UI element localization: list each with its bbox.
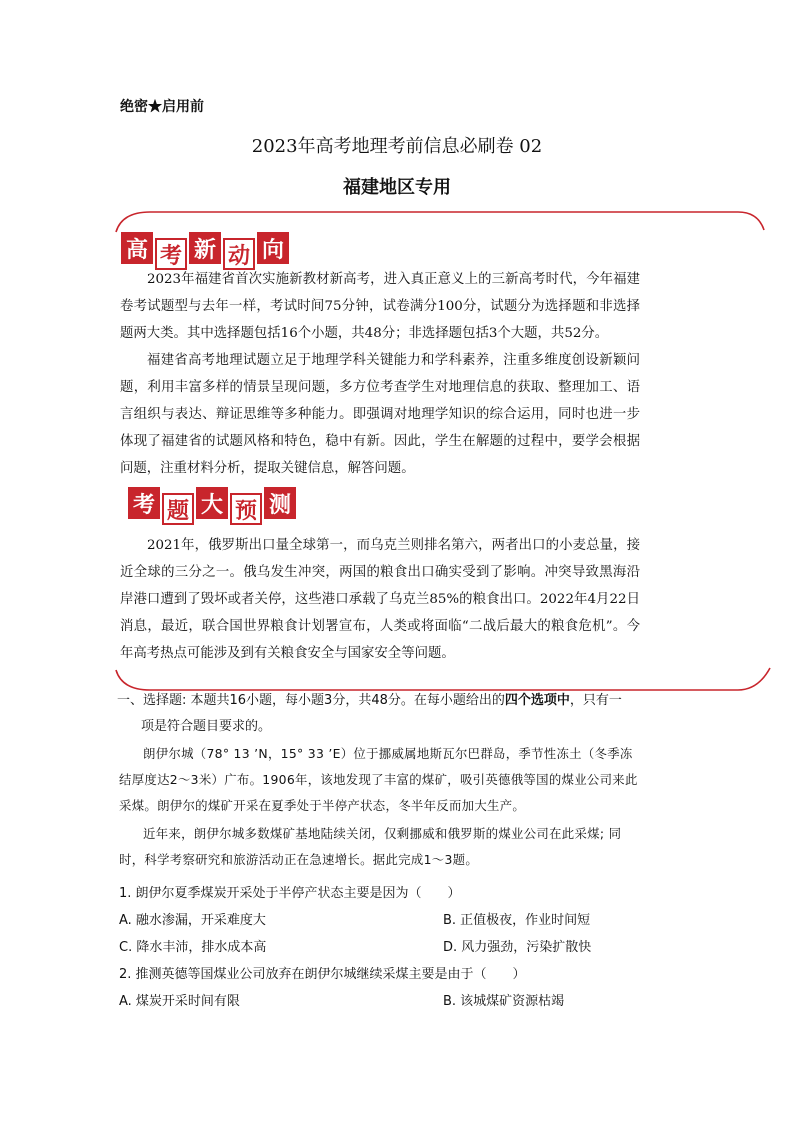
badge-char: 测 <box>264 487 296 519</box>
page-title: 2023年高考地理考前信息必刷卷 02 <box>251 136 543 157</box>
question-stem: 2. 推测英德等国煤业公司放弃在朗伊尔城继续采煤主要是由于（ ） <box>119 967 526 982</box>
badge-char: 预 <box>230 493 262 525</box>
badge-char: 高 <box>121 232 153 264</box>
badge-char: 题 <box>162 493 194 525</box>
section-heading-emphasis: 四个选项中 <box>504 693 570 708</box>
material-paragraph-1: 朗伊尔城（78° 13 ’N，15° 33 ’E）位于挪威属地斯瓦尔巴群岛，季节性冻土（冬季冻结厚度达2～3米）广布。1906年，该地发现了丰富的煤矿，吸引英德俄等国的煤业公司来此采煤。朗伊尔的煤矿开采在夏季处于半停产状态，冬半年反而加大生产。 <box>119 746 638 813</box>
question-option: D. 风力强劲，污染扩散快 <box>443 940 592 955</box>
badge-char: 向 <box>257 232 289 264</box>
section-heading-part: 一、选择题: 本题共16小题，每小题3分，共48分。在每小题给出的 <box>117 693 505 708</box>
intro-paragraph-1: 2023年福建省首次实施新教材新高考，进入真正意义上的三新高考时代，今年福建卷考试题型与去年一样，考试时间75分钟，试卷满分100分，试题分为选择题和非选择题两大类。其中选择题包括16个小题，共48分；非选择题包括3个大题，共52分。 <box>120 272 640 341</box>
question-option: B. 该城煤矿资源枯竭 <box>443 994 565 1009</box>
page-subtitle: 福建地区专用 <box>343 177 451 198</box>
badge-char: 考 <box>128 487 160 519</box>
section-heading-part: ，只有一 <box>569 693 622 708</box>
badge-exam-prediction <box>128 487 298 525</box>
section-heading-continued: 项是符合题目要求的。 <box>141 719 272 734</box>
material-paragraph-2: 近年来，朗伊尔城多数煤矿基地陆续关闭，仅剩挪威和俄罗斯的煤业公司在此采煤; 同时，科学考察研究和旅游活动正在急速增长。据此完成1～3题。 <box>119 826 622 867</box>
badge-char: 新 <box>189 232 221 264</box>
badge-exam-trends <box>121 232 291 270</box>
question-stem: 1. 朗伊尔夏季煤炭开采处于半停产状态主要是因为（ ） <box>119 886 461 901</box>
section-heading <box>117 688 657 740</box>
question-option: B. 正值极夜，作业时间短 <box>443 913 591 928</box>
confidential-label: 绝密★启用前 <box>120 99 204 115</box>
badge-char: 动 <box>223 238 255 270</box>
question-option: A. 煤炭开采时间有限 <box>119 994 240 1009</box>
badge-char: 考 <box>155 238 187 270</box>
question-option: C. 降水丰沛，排水成本高 <box>119 940 267 955</box>
badge-char: 大 <box>196 487 228 519</box>
intro-paragraph-2: 福建省高考地理试题立足于地理学科关键能力和学科素养，注重多维度创设新颖问题，利用丰富多样的情景呈现问题，多方位考查学生对地理信息的获取、整理加工、语言组织与表达、辩证思维等多种能力。即强调对地理学知识的综合运用，同时也进一步体现了福建省的试题风格和特色，稳中有新。因此，学生在解题的过程中，要学会根据问题，注重材料分析，提取关键信息，解答问题。 <box>120 353 640 476</box>
prediction-paragraph: 2021年，俄罗斯出口量全球第一，而乌克兰则排名第六，两者出口的小麦总量，接近全球的三分之一。俄乌发生冲突，两国的粮食出口确实受到了影响。冲突导致黑海沿岸港口遭到了毁坏或者关停，这些港口承载了乌克兰85%的粮食出口。2022年4月22日消息，最近，联合国世界粮食计划署宣布，人类或将面临“二战后最大的粮食危机”。今年高考热点可能涉及到有关粮食安全与国家安全等问题。 <box>120 538 640 661</box>
question-option: A. 融水渗漏，开采难度大 <box>119 913 266 928</box>
